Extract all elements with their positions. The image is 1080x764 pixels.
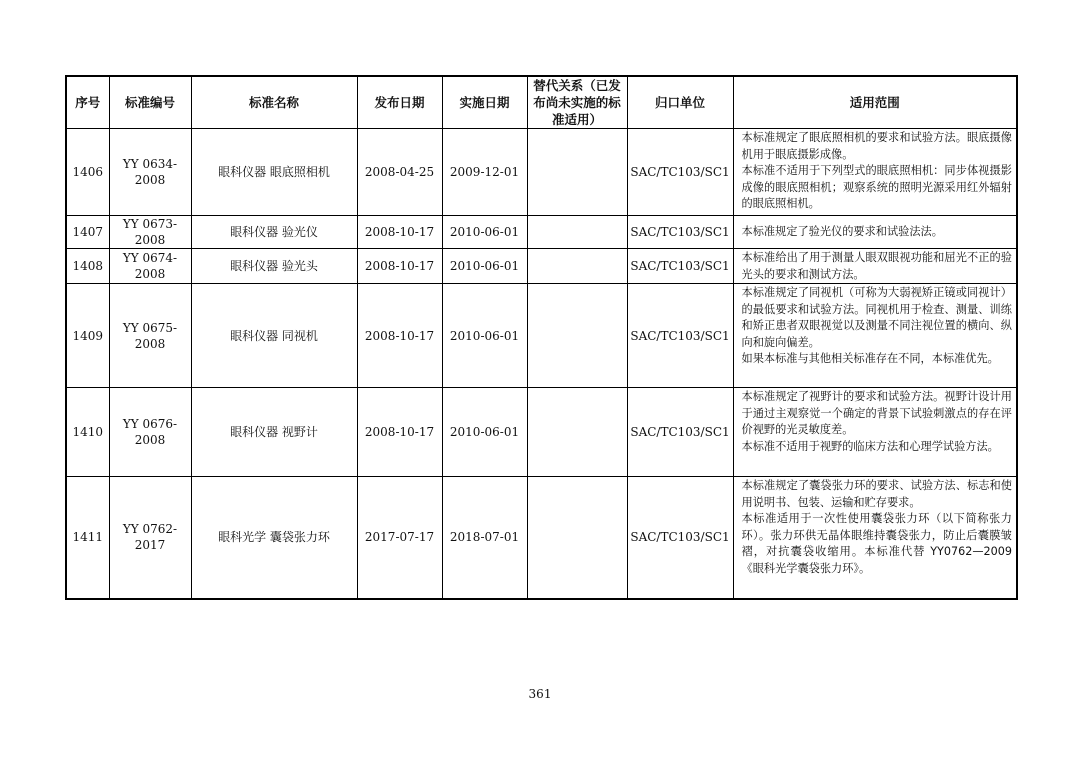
standards-table	[65, 75, 1018, 600]
scope-paragraph: 如果本标准与其他相关标准存在不同，本标准优先。	[741, 352, 999, 365]
cell-code: YY 0673-2008	[109, 216, 191, 249]
cell-pub-date: 2008-10-17	[357, 216, 442, 249]
cell-seq: 1410	[66, 388, 109, 477]
table-row	[66, 388, 1017, 477]
scope-paragraph: 本标准不适用于下列型式的眼底照相机：同步体视摄影成像的眼底照相机；观察系统的照明光源采用红外辐射的眼底照相机。	[741, 164, 1012, 210]
cell-impl-date: 2010-06-01	[442, 388, 527, 477]
cell-replace	[527, 249, 627, 284]
cell-code: YY 0675-2008	[109, 284, 191, 388]
cell-name: 眼科仪器 同视机	[191, 284, 357, 388]
cell-replace	[527, 216, 627, 249]
cell-code: YY 0762-2017	[109, 477, 191, 599]
header-unit: 归口单位	[627, 76, 733, 129]
cell-impl-date: 2010-06-01	[442, 284, 527, 388]
table-row	[66, 284, 1017, 388]
cell-replace	[527, 129, 627, 216]
header-name: 标准名称	[191, 76, 357, 129]
cell-code: YY 0674-2008	[109, 249, 191, 284]
cell-name: 眼科光学 囊袋张力环	[191, 477, 357, 599]
page-number: 361	[528, 687, 552, 701]
cell-unit: SAC/TC103/SC1	[627, 249, 733, 284]
scope-paragraph: 本标准规定了囊袋张力环的要求、试验方法、标志和使用说明书、包装、运输和贮存要求。	[741, 479, 1012, 509]
cell-code: YY 0676-2008	[109, 388, 191, 477]
cell-replace	[527, 388, 627, 477]
cell-name: 眼科仪器 眼底照相机	[191, 129, 357, 216]
cell-unit: SAC/TC103/SC1	[627, 284, 733, 388]
cell-code: YY 0634-2008	[109, 129, 191, 216]
header-code: 标准编号	[109, 76, 191, 129]
cell-name: 眼科仪器 验光仪	[191, 216, 357, 249]
cell-seq: 1411	[66, 477, 109, 599]
scope-paragraph: 本标准规定了验光仪的要求和试验法法。	[741, 225, 943, 239]
scope-paragraph: 本标准适用于一次性使用囊袋张力环（以下简称张力环）。张力环供无晶体眼维持囊袋张力，防止后囊膜皱褶，对抗囊袋收缩用。本标准代替 YY0762—2009《眼科光学囊袋张力环》。	[741, 512, 1012, 575]
cell-unit: SAC/TC103/SC1	[627, 129, 733, 216]
scope-paragraph: 本标准给出了用于测量人眼双眼视功能和屈光不正的验光头的要求和测试方法。	[741, 251, 1012, 281]
header-replace: 替代关系（已发布尚未实施的标准适用）	[527, 76, 627, 129]
cell-impl-date: 2009-12-01	[442, 129, 527, 216]
cell-pub-date: 2008-10-17	[357, 388, 442, 477]
cell-replace	[527, 477, 627, 599]
cell-scope	[733, 477, 1017, 599]
cell-scope	[733, 216, 1017, 249]
scope-paragraph: 本标准不适用于视野的临床方法和心理学试验方法。	[741, 439, 999, 453]
scope-paragraph: 本标准规定了视野计的要求和试验方法。视野计设计用于通过主观察觉一个确定的背景下试验刺激点的存在评价视野的光灵敏度差。	[741, 390, 1012, 436]
header-row	[66, 76, 1017, 129]
cell-unit: SAC/TC103/SC1	[627, 216, 733, 249]
cell-seq: 1407	[66, 216, 109, 249]
scope-paragraph: 本标准规定了眼底照相机的要求和试验方法。眼底摄像机用于眼底摄影成像。	[741, 131, 1012, 161]
cell-name: 眼科仪器 验光头	[191, 249, 357, 284]
cell-unit: SAC/TC103/SC1	[627, 388, 733, 477]
cell-scope	[733, 129, 1017, 216]
cell-seq: 1409	[66, 284, 109, 388]
cell-unit: SAC/TC103/SC1	[627, 477, 733, 599]
cell-impl-date: 2018-07-01	[442, 477, 527, 599]
cell-name: 眼科仪器 视野计	[191, 388, 357, 477]
cell-pub-date: 2008-04-25	[357, 129, 442, 216]
cell-impl-date: 2010-06-01	[442, 216, 527, 249]
cell-seq: 1406	[66, 129, 109, 216]
header-scope: 适用范围	[733, 76, 1017, 129]
table-row	[66, 249, 1017, 284]
table-row	[66, 216, 1017, 249]
cell-scope	[733, 249, 1017, 284]
cell-scope	[733, 284, 1017, 388]
cell-pub-date: 2008-10-17	[357, 284, 442, 388]
scope-paragraph: 本标准规定了同视机（可称为大弱视矫正镜或同视计）的最低要求和试验方法。同视机用于检查、测量、训练和矫正患者双眼视觉以及测量不同注视位置的横向、纵向和旋向偏差。	[741, 286, 1012, 349]
table-row	[66, 477, 1017, 599]
header-pub-date: 发布日期	[357, 76, 442, 129]
cell-pub-date: 2008-10-17	[357, 249, 442, 284]
table-row	[66, 129, 1017, 216]
header-impl-date: 实施日期	[442, 76, 527, 129]
cell-pub-date: 2017-07-17	[357, 477, 442, 599]
cell-impl-date: 2010-06-01	[442, 249, 527, 284]
header-seq: 序号	[66, 76, 109, 129]
cell-seq: 1408	[66, 249, 109, 284]
cell-scope	[733, 388, 1017, 477]
cell-replace	[527, 284, 627, 388]
